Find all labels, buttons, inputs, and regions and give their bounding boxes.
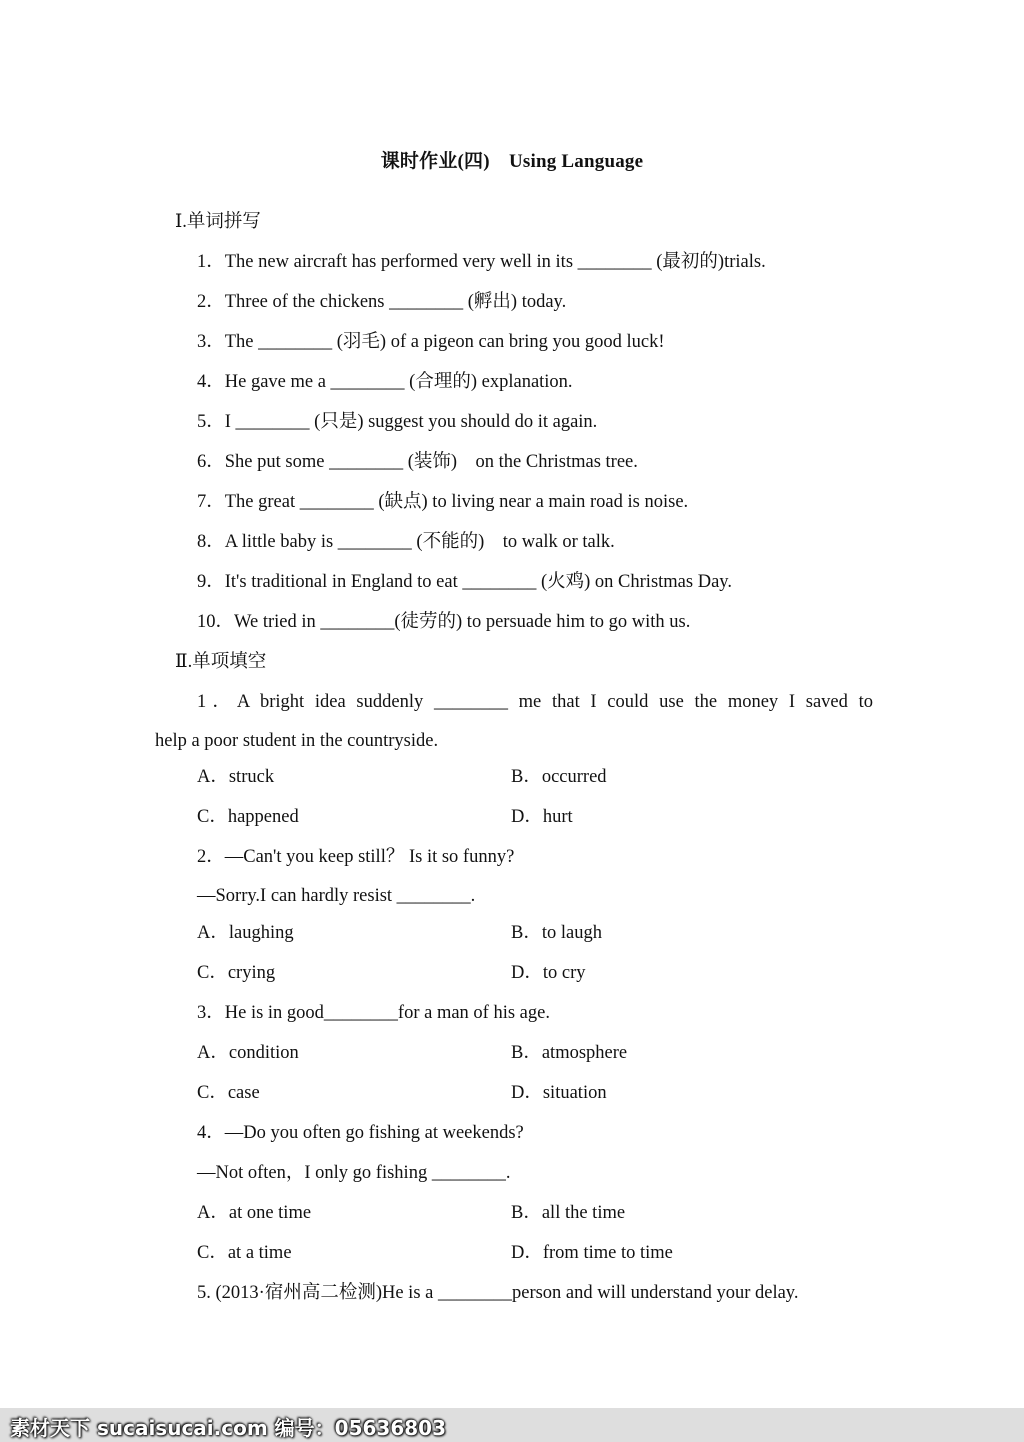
spelling-item-5: 5．I ________ (只是) suggest you should do it again. bbox=[197, 412, 598, 432]
choice-q3-option-d: D．situation bbox=[511, 1083, 607, 1103]
spelling-item-9: 9．It's traditional in England to eat ________ (火鸡) on Christmas Day. bbox=[197, 572, 732, 592]
spelling-item-8: 8．A little baby is ________ (不能的) to walk or talk. bbox=[197, 532, 615, 552]
choice-q2-option-c: C．crying bbox=[197, 963, 276, 983]
choice-q5-stem: 5. (2013·宿州高二检测)He is a ________person and will understand your delay. bbox=[197, 1283, 799, 1303]
spelling-item-4: 4．He gave me a ________ (合理的) explanation. bbox=[197, 372, 573, 392]
choice-q1-option-b: B．occurred bbox=[511, 767, 607, 787]
choice-q4-stem-cont: —Not often，I only go fishing ________. bbox=[197, 1163, 511, 1183]
choice-q4-option-d: D．from time to time bbox=[511, 1243, 673, 1263]
choice-q2-option-d: D．to cry bbox=[511, 963, 586, 983]
choice-q2-stem-cont: —Sorry.I can hardly resist ________. bbox=[197, 886, 476, 906]
spelling-item-1: 1．The new aircraft has performed very well in its ________ (最初的)trials. bbox=[197, 252, 766, 272]
choice-q3-option-a: A．condition bbox=[197, 1043, 299, 1063]
choice-q4-stem: 4．—Do you often go fishing at weekends? bbox=[197, 1123, 524, 1143]
choice-q1-option-a: A．struck bbox=[197, 767, 275, 787]
watermark-bar bbox=[0, 1408, 1024, 1442]
watermark-text: 素材天下 sucaisucai.com 编号：05636803 bbox=[10, 1416, 446, 1440]
choice-q2-option-b: B．to laugh bbox=[511, 923, 602, 943]
spelling-item-7: 7．The great ________ (缺点) to living near a main road is noise. bbox=[197, 492, 689, 512]
spelling-item-10: 10．We tried in ________(徒劳的) to persuade him to go with us. bbox=[197, 612, 691, 632]
spelling-item-3: 3．The ________ (羽毛) of a pigeon can bring you good luck! bbox=[197, 332, 665, 352]
page-title: 课时作业(四) Using Language bbox=[380, 151, 644, 172]
choice-q3-option-b: B．atmosphere bbox=[511, 1043, 628, 1063]
spelling-item-6: 6．She put some ________ (装饰) on the Christmas tree. bbox=[197, 452, 638, 472]
choice-q2-stem: 2．—Can't you keep still？ Is it so funny? bbox=[197, 847, 515, 867]
choice-q3-stem: 3．He is in good________for a man of his age. bbox=[197, 1003, 550, 1023]
section-heading-spelling: Ⅰ.单词拼写 bbox=[175, 212, 261, 232]
choice-q4-option-b: B．all the time bbox=[511, 1203, 626, 1223]
choice-q2-option-a: A．laughing bbox=[197, 923, 294, 943]
choice-q1-stem-cont: help a poor student in the countryside. bbox=[155, 731, 439, 751]
choice-q1-option-d: D．hurt bbox=[511, 807, 573, 827]
choice-q1-stem: 1．A bright idea suddenly ________ me that I could use the money I saved to bbox=[197, 692, 873, 712]
choice-q4-option-c: C．at a time bbox=[197, 1243, 292, 1263]
choice-q1-option-c: C．happened bbox=[197, 807, 299, 827]
choice-q4-option-a: A．at one time bbox=[197, 1203, 312, 1223]
choice-q3-option-c: C．case bbox=[197, 1083, 260, 1103]
spelling-item-2: 2．Three of the chickens ________ (孵出) today. bbox=[197, 292, 567, 312]
section-heading-choice: Ⅱ.单项填空 bbox=[175, 652, 267, 672]
